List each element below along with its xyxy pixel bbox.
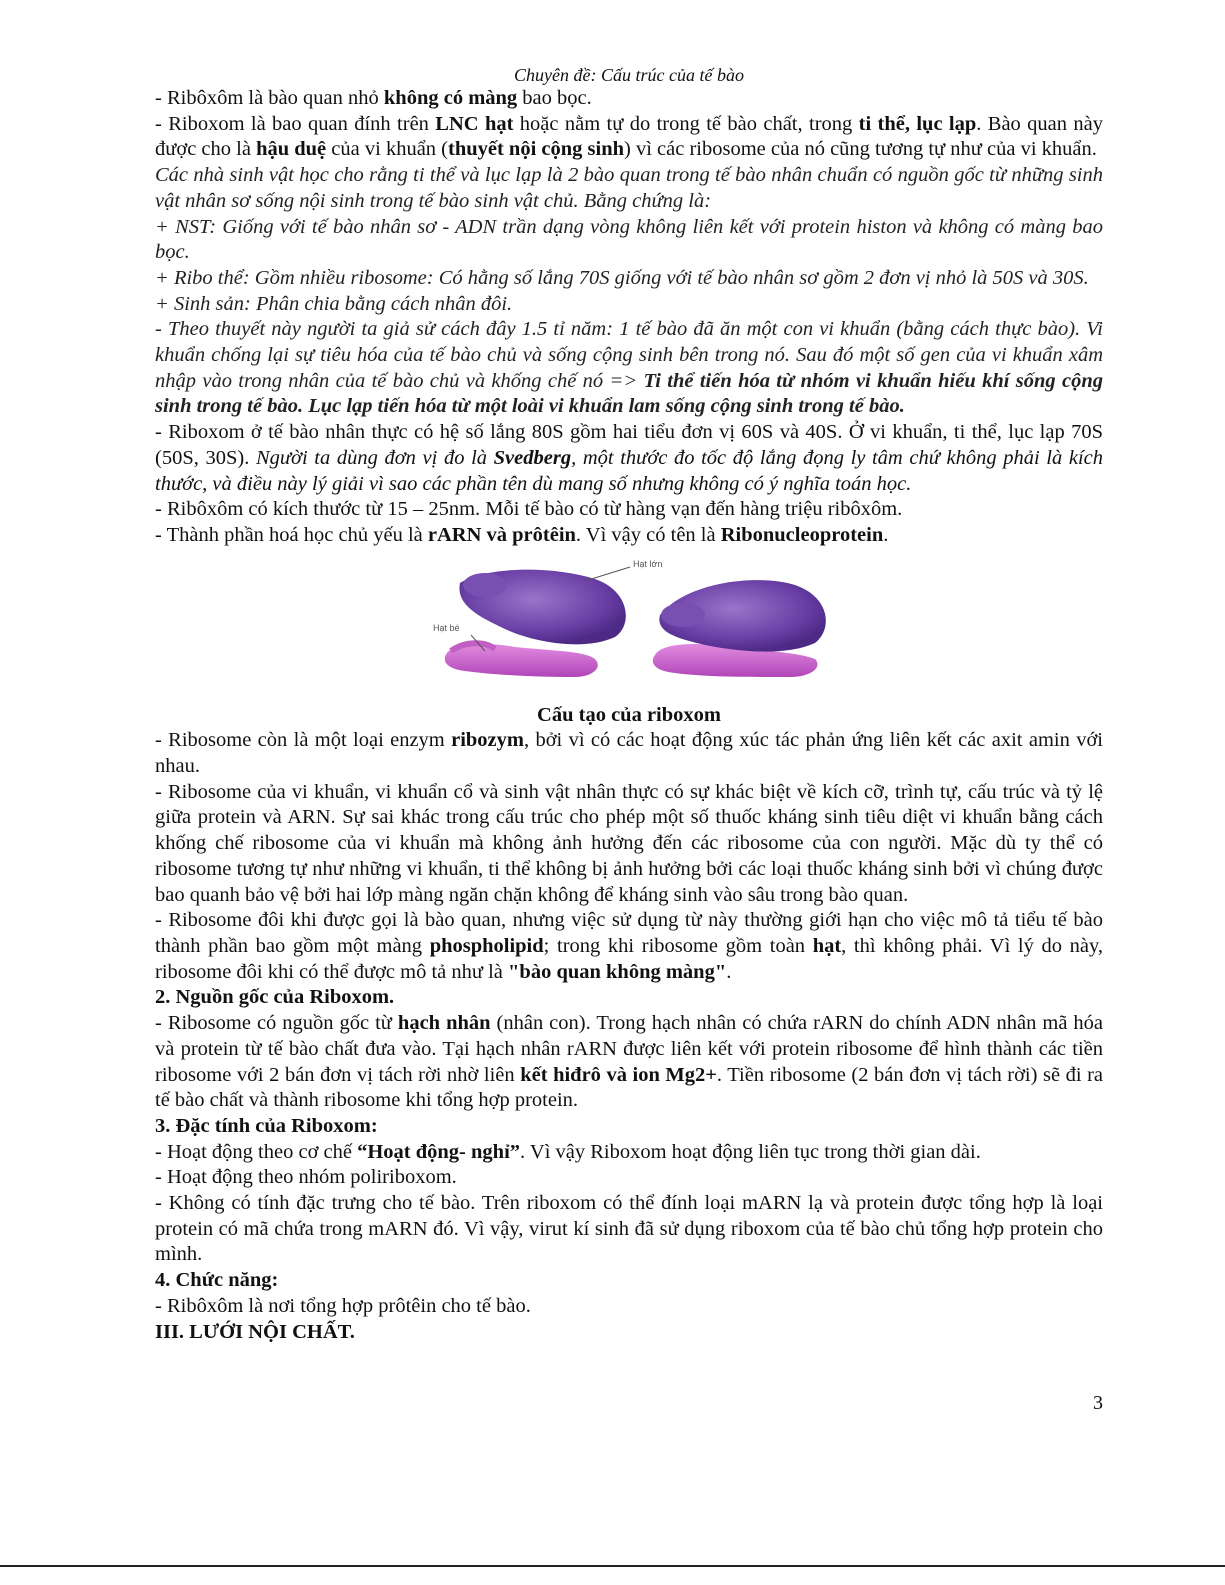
page-header: Chuyên đề: Cấu trúc của tế bào <box>514 65 744 85</box>
paragraph-sedimentation: - Riboxom ở tế bào nhân thực có hệ số lắng 80S gồm hai tiểu đơn vị 60S và 40S. Ở vi khuẩn, ti thể, lục lạp 70S (50S, 30S). Người ta dùng đơn vị đo là Svedberg, một thước đo tốc độ lắng đọng ly tâm chứ không phải là kích thước, và điều này lý giải vì sao các phần tên dù mang số nhưng không có ý nghĩa toán học. <box>155 421 1103 495</box>
ribosome-figure <box>155 553 1103 703</box>
paragraph-endosymbiosis-intro: Các nhà sinh vật học cho rằng ti thể và lục lạp là 2 bào quan trong tế bào nhân chuẩn có nguồn gốc từ những sinh vật nhân sơ sống nội sinh trong tế bào sinh vật chủ. Bằng chứng là: <box>155 164 1103 212</box>
paragraph-polyribosome: - Hoạt động theo nhóm poliriboxom. <box>155 1166 457 1189</box>
bottom-divider <box>0 1565 1225 1567</box>
paragraph-evidence-ribo: + Ribo thể: Gồm nhiều ribosome: Có hằng số lắng 70S giống với tế bào nhân sơ gồm 2 đơn vị nhỏ là 50S và 30S. <box>155 266 1089 289</box>
paragraph-evidence-reproduction: + Sinh sản: Phân chia bằng cách nhân đôi. <box>155 292 513 315</box>
paragraph-evidence-nst: + NST: Giống với tế bào nhân sơ - ADN trần dạng vòng không liên kết với protein histon và không có màng bao bọc. <box>155 215 1103 264</box>
paragraph-specificity: - Không có tính đặc trưng cho tế bào. Trên riboxom có thể đính loại mARN lạ và protein được tổng hợp là loại protein có mã chứa trong mARN đó. Vì vậy, virut kí sinh đã sử dụng riboxom của tế bào chủ tổng hợp protein cho mình. <box>155 1192 1103 1266</box>
paragraph-ribozyme: - Ribosome còn là một loại enzym ribozym, bởi vì có các hoạt động xúc tác phản ứng liên kết các axit amin với nhau. <box>155 729 1103 778</box>
ribosome-illustration <box>155 553 1103 703</box>
paragraph-ribosome-location: - Riboxom là bao quan đính trên LNC hạt hoặc nằm tự do trong tế bào chất, trong ti thể, lục lạp. Bào quan này được cho là hậu duệ của vi khuẩn (thuyết nội cộng sinh) vì các ribosome của nó cũng tương tự như của vi khuẩn. <box>155 112 1103 161</box>
paragraph-function: - Ribôxôm là nơi tổng hợp prôtêin cho tế bào. <box>155 1294 531 1317</box>
heading-properties: 3. Đặc tính của Riboxom: <box>155 1114 378 1137</box>
heading-function: 4. Chức năng: <box>155 1269 279 1292</box>
paragraph-endosymbiosis-theory: - Theo thuyết này người ta giả sử cách đây 1.5 tỉ năm: 1 tế bào đã ăn một con vi khuẩn (bằng cách thực bào). Vi khuẩn chống lại sự tiêu hóa của tế bào chủ và sống cộng sinh bên trong nó. Sau đó một số gen của vi khuẩn xâm nhập vào trong nhân của tế bào chủ và khống chế nó => Ti thể tiến hóa từ nhóm vi khuẩn hiếu khí sống cộng sinh trong tế bào. Lục lạp tiến hóa từ một loài vi khuẩn lam sống cộng sinh trong tế bào. <box>155 318 1103 418</box>
paragraph-organelle-term: - Ribosome đôi khi được gọi là bào quan, nhưng việc sử dụng từ này thường giới hạn cho việc mô tả tiểu tế bào thành phần bao gồm một màng phospholipid; trong khi ribosome gồm toàn hạt, thì không phải. Vì lý do này, ribosome đôi khi có thể được mô tả như là "bào quan không màng". <box>155 909 1104 983</box>
assembled-ribosome <box>653 580 826 677</box>
figure-caption: Cấu tạo của riboxom <box>537 703 721 726</box>
document-page <box>155 0 1103 1345</box>
paragraph-composition: - Thành phần hoá học chủ yếu là rARN và prôtêin. Vì vậy có tên là Ribonucleoprotein. <box>155 523 889 546</box>
paragraph-size: - Ribôxôm có kích thước từ 15 – 25nm. Mỗi tế bào có từ hàng vạn đến hàng triệu ribôxôm. <box>155 498 903 521</box>
paragraph-mechanism: - Hoạt động theo cơ chế “Hoạt động- nghỉ”. Vì vậy Riboxom hoạt động liên tục trong thời gian dài. <box>155 1140 981 1163</box>
label-small-subunit: Hạt bé <box>433 622 460 633</box>
label-large-subunit: Hạt lớn <box>633 558 663 569</box>
large-subunit-left <box>459 569 625 644</box>
paragraph-ribosome-no-membrane: - Ribôxôm là bào quan nhỏ không có màng bao bọc. <box>155 87 592 109</box>
heading-er: III. LƯỚI NỘI CHẤT. <box>155 1320 355 1343</box>
page-number: 3 <box>1093 1392 1103 1414</box>
paragraph-differences: - Ribosome của vi khuẩn, vi khuẩn cổ và sinh vật nhân thực có sự khác biệt về kích cỡ, trình tự, cấu trúc và tỷ lệ giữa protein và ARN. Sự sai khác trong cấu trúc cho phép một số thuốc kháng sinh tiêu diệt vi khuẩn bằng cách khống chế ribosome của vi khuẩn mà không ảnh hưởng đến các ribosome của con người. Mặc dù ty thể có ribosome tương tự như những vi khuẩn, ti thể không bị ảnh hưởng bởi các loại thuốc kháng sinh bởi vì chúng được bao quanh bảo vệ bởi hai lớp màng ngăn chặn không để kháng sinh vào sâu trong bào quan. <box>155 780 1103 906</box>
small-subunit-left <box>445 643 598 677</box>
paragraph-origin: - Ribosome có nguồn gốc từ hạch nhân (nhân con). Trong hạch nhân có chứa rARN do chính ADN nhân mã hóa và protein từ tế bào chất đưa vào. Tại hạch nhân rARN được liên kết với protein ribosome để hình thành các tiền ribosome với 2 bán đơn vị tách rời nhờ liên kết hiđrô và ion Mg2+. Tiền ribosome (2 bán đơn vị tách rời) sẽ đi ra tế bào chất và thành ribosome khi tổng hợp protein. <box>155 1012 1104 1112</box>
heading-origin: 2. Nguồn gốc của Riboxom. <box>155 986 395 1009</box>
